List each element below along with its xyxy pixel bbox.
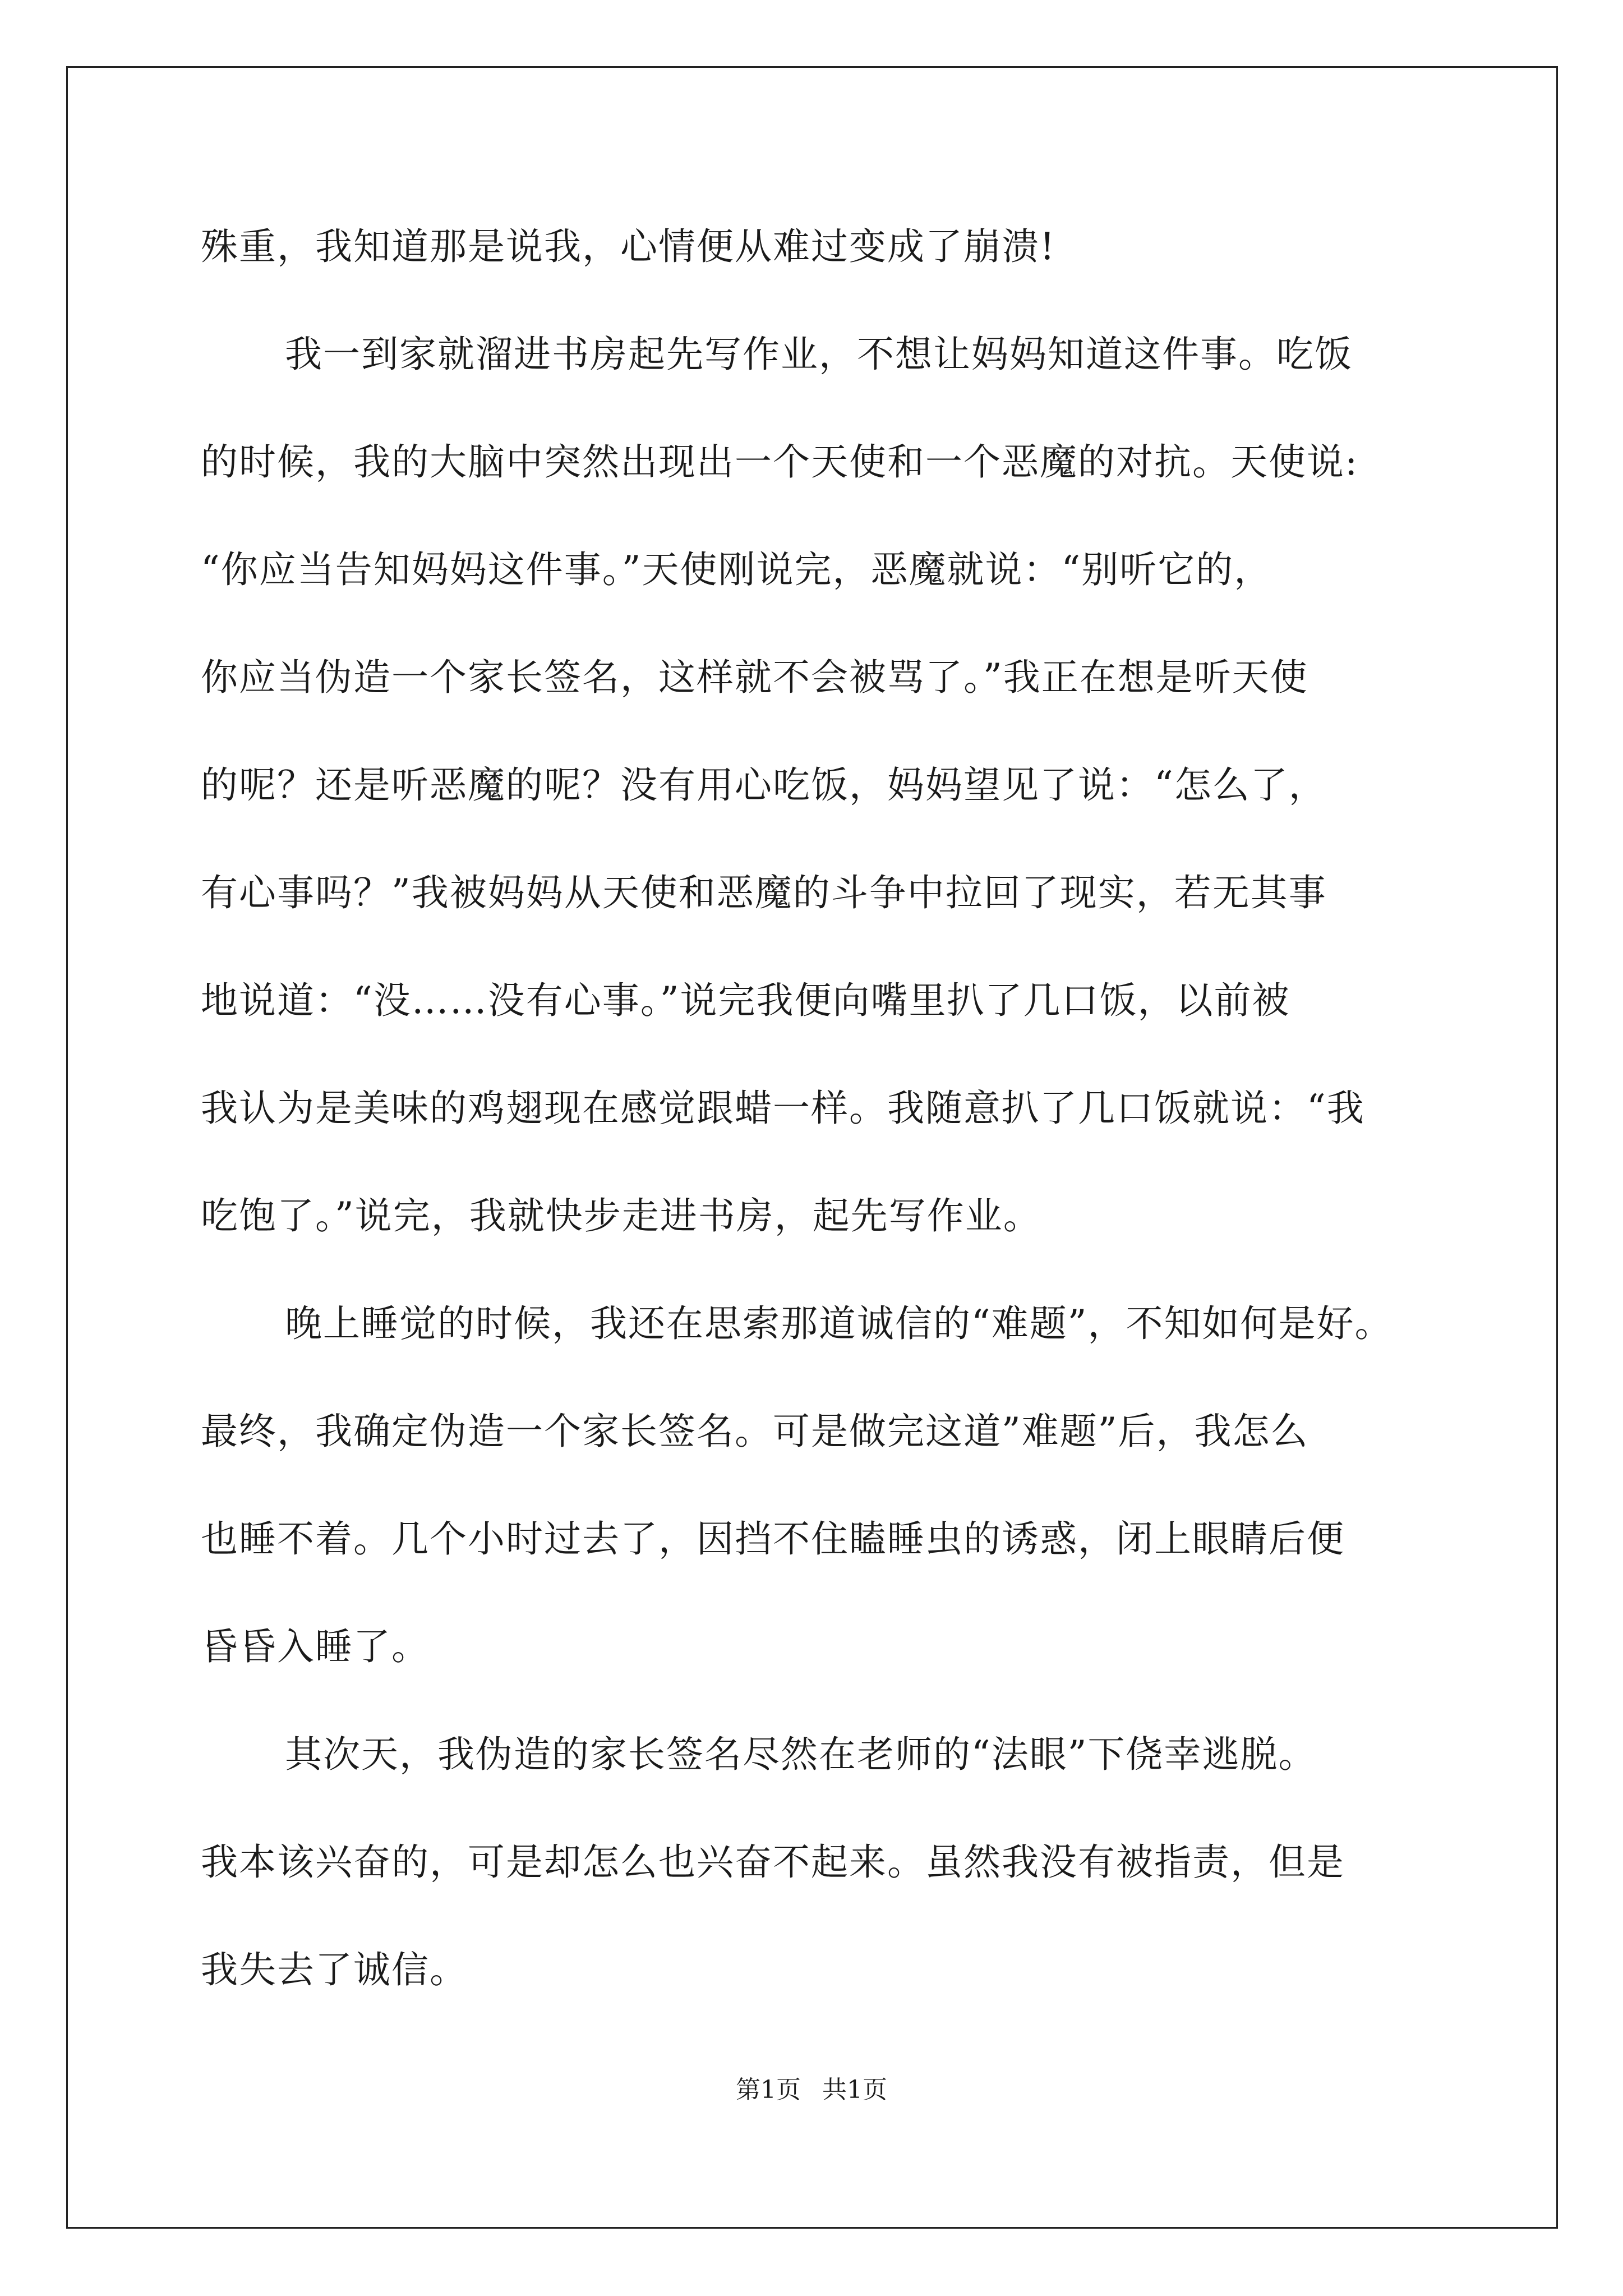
page-number-total: 共1页 bbox=[822, 2076, 887, 2104]
text-line: 我一到家就溜进书房起先写作业，不想让妈妈知道这件事。吃饭 bbox=[285, 333, 1353, 376]
text-line: 地说道：“没……没有心事。”说完我便向嘴里扒了几口饭，以前被 bbox=[201, 979, 1290, 1022]
page-frame bbox=[66, 66, 1558, 2229]
text-line: 其次天，我伪造的家长签名尽然在老师的“法眼”下侥幸逃脱。 bbox=[285, 1733, 1317, 1776]
page-number-current: 第1页 bbox=[736, 2076, 801, 2104]
text-line: 的时候，我的大脑中突然出现出一个天使和一个恶魔的对抗。天使说: bbox=[201, 440, 1359, 484]
text-line: 也睡不着。几个小时过去了，因挡不住瞌睡虫的诱惑，闭上眼睛后便 bbox=[201, 1517, 1345, 1561]
text-line: 我认为是美味的鸡翅现在感觉跟蜡一样。我随意扒了几口饭就说：“我 bbox=[201, 1087, 1365, 1130]
text-line: 晚上睡觉的时候，我还在思索那道诚信的“难题”，不知如何是好。 bbox=[285, 1302, 1393, 1345]
text-line: 你应当伪造一个家长签名，这样就不会被骂了。”我正在想是听天使 bbox=[201, 656, 1308, 699]
text-line: 吃饱了。”说完，我就快步走进书房，起先写作业。 bbox=[201, 1194, 1041, 1237]
text-line: 殊重，我知道那是说我，心情便从难过变成了崩溃! bbox=[201, 225, 1056, 268]
text-line: 最终，我确定伪造一个家长签名。可是做完这道”难题”后，我怎么 bbox=[201, 1410, 1309, 1453]
text-line: 有心事吗？”我被妈妈从天使和恶魔的斗争中拉回了现实，若无其事 bbox=[201, 871, 1327, 914]
text-line: 的呢？还是听恶魔的呢？没有用心吃饭，妈妈望见了说：“怎么了， bbox=[201, 763, 1327, 807]
text-line: 我本该兴奋的，可是却怎么也兴奋不起来。虽然我没有被指责，但是 bbox=[201, 1841, 1345, 1884]
text-line: 我失去了诚信。 bbox=[201, 1948, 468, 1991]
page-footer bbox=[0, 2073, 1623, 2107]
text-line: “你应当告知妈妈这件事。”天使刚说完，恶魔就说：“别听它的， bbox=[201, 548, 1272, 591]
text-line: 昏昏入睡了。 bbox=[201, 1625, 430, 1668]
